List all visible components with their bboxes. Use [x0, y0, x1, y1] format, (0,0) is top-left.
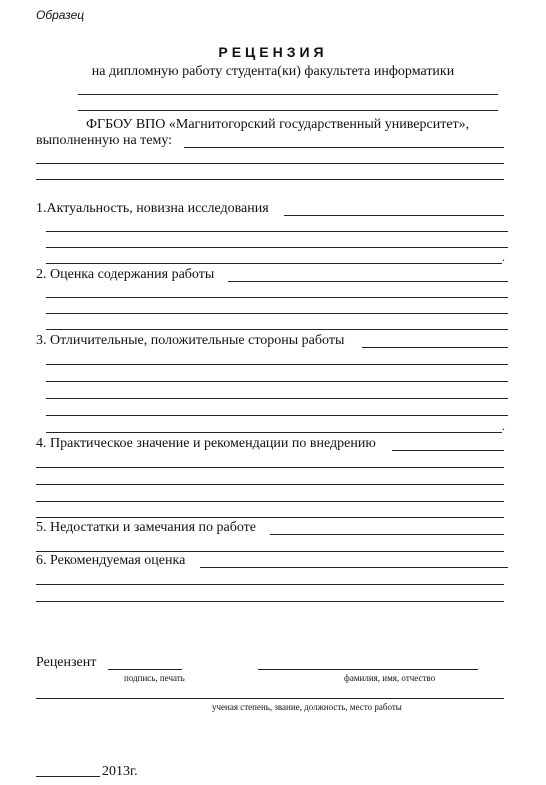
subtitle: на дипломную работу студента(ки) факультета информатики — [91, 64, 455, 79]
student-name-line-1[interactable] — [78, 94, 498, 95]
fullname-line[interactable] — [258, 669, 478, 670]
section-3-line-4[interactable] — [46, 415, 508, 416]
topic-line-1[interactable] — [36, 163, 504, 164]
degree-caption: ученая степень, звание, должность, место работы — [212, 702, 402, 712]
section-5-line-0[interactable] — [270, 534, 504, 535]
section-2-heading: 2. Оценка содержания работы — [36, 267, 215, 282]
year-text: 2013г. — [102, 764, 138, 779]
section-4-line-1[interactable] — [36, 467, 504, 468]
section-1-line-1[interactable] — [46, 231, 508, 232]
section-3-line-5[interactable] — [46, 432, 502, 433]
section-3-period: . — [502, 419, 505, 433]
section-2-line-0[interactable] — [228, 281, 508, 282]
section-6-heading: 6. Рекомендуемая оценка — [36, 553, 186, 568]
section-5-line-1[interactable] — [36, 551, 504, 552]
date-line[interactable] — [36, 776, 100, 777]
fullname-caption: фамилия, имя, отчество — [344, 673, 436, 683]
section-3-line-2[interactable] — [46, 381, 508, 382]
sample-label: Образец — [36, 8, 85, 22]
section-1-period: . — [502, 250, 505, 264]
section-3-line-3[interactable] — [46, 398, 508, 399]
section-2-line-1[interactable] — [46, 297, 508, 298]
section-4-line-0[interactable] — [392, 450, 504, 451]
section-3-heading: 3. Отличительные, положительные стороны работы — [36, 333, 345, 348]
university-line: ФГБОУ ВПО «Магнитогорский государственный университет», — [86, 117, 470, 132]
reviewer-label: Рецензент — [36, 655, 97, 670]
section-6-line-0[interactable] — [200, 567, 508, 568]
section-1-line-0[interactable] — [284, 215, 504, 216]
section-4-line-3[interactable] — [36, 501, 504, 502]
section-1-line-3[interactable] — [46, 263, 502, 264]
topic-prefix: выполненную на тему: — [36, 133, 173, 148]
topic-line-0[interactable] — [184, 147, 504, 148]
section-3-line-0[interactable] — [362, 347, 508, 348]
topic-line-2[interactable] — [36, 179, 504, 180]
section-2-line-3[interactable] — [46, 329, 508, 330]
section-6-line-1[interactable] — [36, 584, 504, 585]
section-4-line-4[interactable] — [36, 517, 504, 518]
section-4-line-2[interactable] — [36, 484, 504, 485]
page-title: РЕЦЕНЗИЯ — [218, 44, 328, 60]
signature-line[interactable] — [108, 669, 182, 670]
section-2-line-2[interactable] — [46, 313, 508, 314]
signature-caption: подпись, печать — [124, 673, 185, 683]
student-name-line-2[interactable] — [78, 110, 498, 111]
section-1-line-2[interactable] — [46, 247, 508, 248]
section-3-line-1[interactable] — [46, 364, 508, 365]
section-5-heading: 5. Недостатки и замечания по работе — [36, 520, 256, 535]
section-4-heading: 4. Практическое значение и рекомендации по внедрению — [36, 436, 376, 451]
section-1-heading: 1.Актуальность, новизна исследования — [36, 201, 269, 216]
section-6-line-2[interactable] — [36, 601, 504, 602]
degree-line[interactable] — [36, 698, 504, 699]
